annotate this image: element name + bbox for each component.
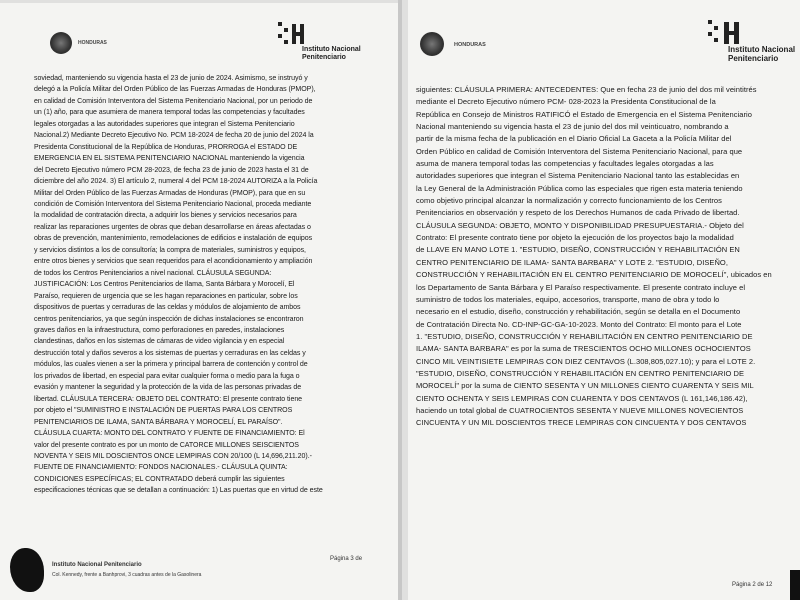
text-line: los Departamento de Santa Bárbara y El Paraíso respectivamente. El presente contrato incluye el xyxy=(416,282,746,292)
text-line: CONDICIONES ESPECÍFICAS; EL CONTRATADO deberá cumplir las siguientes xyxy=(34,475,285,483)
honduras-crest-icon xyxy=(420,32,444,56)
text-line: Nacional.2) Mediante Decreto Ejecutivo No. PCM 18-2024 de fecha 20 de junio del 2024 la xyxy=(34,132,314,140)
scan-edge xyxy=(0,0,398,3)
text-line: realizar las reparaciones urgentes de obras que deban desarrollarse en áreas afectadas o xyxy=(34,223,311,231)
institution-name-line1: Instituto Nacional xyxy=(728,45,796,54)
text-line: CONSTRUCCIÓN Y REHABILITACIÓN EN EL CENTRO PENITENCIARIO DE MOROCELÍ", ubicados en xyxy=(416,270,772,280)
text-line: del Decreto Ejecutivo número PCM 28-2023, de fecha 23 de junio de 2023 hasta el 31 de xyxy=(34,166,309,174)
redaction-mark xyxy=(10,548,44,592)
text-line: en calidad de Comisión Interventora del Sistema Penitenciario Nacional, por un periodo de xyxy=(34,97,313,105)
text-line: clandestinas, daños en los sistemas de cámaras de video vigilancia y en especial xyxy=(34,338,285,346)
text-line: CENTRO PENITENCIARIO DE ILAMA- SANTA BARBARA" Y LOTE 2. "ESTUDIO, DISEÑO, xyxy=(416,257,728,267)
text-line: por objeto el "SUMINISTRO E INSTALACIÓN DE PUERTAS PARA LOS CENTROS xyxy=(34,407,293,415)
text-line: EMERGENCIA EN EL SISTEMA PENITENCIARIO NACIONAL manteniendo la vigencia xyxy=(34,155,305,163)
text-line: Presidenta Constitucional de la República de Honduras, PRORROGA el ESTADO DE xyxy=(34,143,298,151)
scan-edge xyxy=(402,0,408,600)
text-line: Paraíso, requieren de urgencia que se les hagan reparaciones en particular, sobre los xyxy=(34,292,298,300)
text-line: CINCO MIL VEINTISIETE LEMPIRAS CON DIEZ CENTAVOS (L.308,805,027.10); y para el LOTE 2. xyxy=(416,356,756,366)
text-line: ILAMA- SANTA BARBARA" es por la suma de TRESCIENTOS OCHO MILLONES OCHOCIENTOS xyxy=(416,344,751,354)
text-line: Militar del Orden Público de las Fuerzas Armadas de Honduras (PMOP), para que en su xyxy=(34,189,306,197)
text-line: delegó a la Policía Militar del Orden Público de las Fuerzas Armadas de Honduras (PMOP), xyxy=(34,86,316,94)
text-line: evasión y mantener la seguridad y la protección de la vida de las personas privadas de xyxy=(34,384,302,392)
crest-label: HONDURAS xyxy=(454,42,486,48)
text-line: CLÁUSULA SEGUNDA: OBJETO, MONTO Y DISPONIBILIDAD PRESUPUESTARIA.- Objeto del xyxy=(416,220,744,230)
text-line: entre otros bienes y servicios que sean requeridos para el acondicionamiento y ampliación xyxy=(34,258,313,266)
text-line: autoridades superiores que integran el Sistema Penitenciario Nacional tanto las establecidas en xyxy=(416,171,740,181)
text-line: CINCUENTA Y UN MIL DOSCIENTOS TRECE LEMPIRAS CON CINCUENTA Y DOS CENTAVOS xyxy=(416,418,747,428)
text-line: necesario en el estudio, diseño, construcción y rehabilitación, según se detalla en el Documento xyxy=(416,307,741,317)
text-line: centros penitenciarios, ya que según inspección de dichas instalaciones se encontraron xyxy=(34,315,304,323)
text-line: y servicios distintos a los de consultoría; la compra de materiales, suministros y equipos, xyxy=(34,246,306,254)
text-line: FUENTE DE FINANCIAMIENTO: FONDOS NACIONALES.- CLÁUSULA QUINTA: xyxy=(34,464,288,472)
contract-text-left xyxy=(34,73,364,497)
text-line: módulos, las cuales vienen a ser la primera y principal barrera de contención y control de xyxy=(34,361,308,369)
text-line: "ESTUDIO, DISEÑO, CONSTRUCCIÓN Y REHABILITACIÓN EN CENTRO PENITENCIARIO DE xyxy=(416,368,745,378)
text-line: valor del presente contrato es por un monto de CATORCE MILLONES SEISCIENTOS xyxy=(34,441,299,449)
text-line: CLÁUSULA CUARTA: MONTO DEL CONTRATO Y FUENTE DE FINANCIAMIENTO: El xyxy=(34,430,305,438)
text-line: PENITENCIARIOS DE ILAMA, SANTA BÁRBARA Y MOROCELÍ, EL PARAÍSO". xyxy=(34,418,283,426)
text-line: de Contratación Directa No. CD-INP-GC-GA-10-2023. Monto del Contrato: El monto para el Lote xyxy=(416,319,742,329)
text-line: destrucción total y daños severos a los sistemas de puertas y cerraduras en las celdas y xyxy=(34,349,306,357)
institution-name-line2: Penitenciario xyxy=(302,54,346,61)
text-line: República en Consejo de Ministros RATIFICÓ el Estado de Emergencia en el Sistema Penitenciario xyxy=(416,109,752,119)
institution-name-line1: Instituto Nacional xyxy=(302,46,361,53)
text-line: MOROCELÍ" por la suma de CIENTO SESENTA Y UN MILLONES CIENTO CUARENTA Y SEIS MIL xyxy=(416,381,754,391)
text-line: Orden Público en calidad de Comisión Interventora del Sistema Penitenciario Nacional, para que xyxy=(416,146,743,156)
page-number-right: Página 2 de 12 xyxy=(732,582,773,588)
text-line: asuma de manera temporal todas las competencias y facultades legales otorgadas a las xyxy=(416,159,714,169)
text-line: haciendo un total global de CUATROCIENTOS SESENTA Y NUEVE MILLONES NOVECIENTOS xyxy=(416,405,744,415)
text-line: siguientes: CLÁUSULA PRIMERA: ANTECEDENTES: Que en fecha 23 de junio del dos mil veintitrés xyxy=(416,85,757,94)
footer-address: Col. Kennedy, frente a Banhprovi, 3 cuadras antes de la Gasolinera xyxy=(52,572,202,578)
document-page-right xyxy=(402,0,800,600)
text-line: partir de la misma fecha de la publicación en el Diario Oficial La Gaceta a la Policía Militar del xyxy=(416,134,732,144)
text-line: suministro de todos los materiales, equipo, accesorios, transporte, mano de obra y todo lo xyxy=(416,294,720,304)
page-number-left: Página 3 de xyxy=(330,556,363,562)
text-line: CIENTO OCHENTA Y SEIS LEMPIRAS CON CUARENTA Y DOS CENTAVOS (L 161,146,186.42), xyxy=(416,393,748,403)
crest-label: HONDURAS xyxy=(78,40,107,46)
scan-dark-edge xyxy=(790,570,800,600)
text-line: obras de prevención, mantenimiento, remodelaciones de edificios e instalación de equipos xyxy=(34,235,313,243)
text-line: como objetivo principal alcanzar la normalización y correcto funcionamiento de los Centros xyxy=(416,196,722,206)
text-line: condición de Comisión Interventora del Sistema Penitenciario Nacional, proceda mediante xyxy=(34,200,312,208)
text-line: JUSTIFICACIÓN: Los Centros Penitenciarios de Ilama, Santa Bárbara y Morocelí, El xyxy=(34,281,295,289)
text-line: soviedad, manteniendo su vigencia hasta el 23 de junio de 2024. Asimismo, se instruyó y xyxy=(34,75,308,82)
honduras-crest-icon xyxy=(50,32,72,54)
text-line: un (1) año, para que asumiera de manera temporal todas las competencias y facultades xyxy=(34,109,305,117)
document-page-left xyxy=(0,0,398,600)
text-line: libertad. CLÁUSULA TERCERA: OBJETO DEL CONTRATO: El presente contrato tiene xyxy=(34,395,303,403)
text-line: NOVENTA Y SEIS MIL DOSCIENTOS ONCE LEMPIRAS CON 20/100 (L 14,696,211.20).- xyxy=(34,452,312,460)
text-line: Penitenciarios en observación y respeto de los Derechos Humanos de cada Privado de libertad. xyxy=(416,208,740,218)
text-line: la modalidad de contratación directa, a adquirir los bienes y servicios necesarios para xyxy=(34,212,297,220)
footer-institution: Instituto Nacional Penitenciario xyxy=(52,562,142,568)
text-line: especificaciones técnicas que se detallan a continuación: 1) Las puertas que en virtud de este xyxy=(34,487,323,495)
text-line: de todos los Centros Penitenciarios a nivel nacional. CLÁUSULA SEGUNDA: xyxy=(34,269,272,277)
text-line: graves daños en la infraestructura, como perforaciones en paredes, instalaciones xyxy=(34,326,285,334)
institution-logo-icon xyxy=(708,20,742,48)
text-line: dispositivos de puertas y cerraduras de las celdas y módulos de alojamiento de ambos xyxy=(34,304,301,312)
text-line: diciembre del año 2024. 3) El artículo 2, numeral 4 del PCM 18-2024 AUTORIZA a la Policía xyxy=(34,178,318,186)
text-line: los privados de libertad, en especial para evitar cualquier forma o medio para la fuga o xyxy=(34,372,300,380)
text-line: 1. "ESTUDIO, DISEÑO, CONSTRUCCIÓN Y REHABILITACIÓN EN CENTRO PENITENCIARIO DE xyxy=(416,331,753,341)
contract-text-right xyxy=(416,84,786,430)
text-line: mediante el Decreto Ejecutivo número PCM- 028-2023 la Presidenta Constitucional de la xyxy=(416,97,716,107)
text-line: Contrato: El presente contrato tiene por objeto la ejecución de los proyectos bajo la modalidad xyxy=(416,233,734,243)
text-line: de LLAVE EN MANO LOTE 1. "ESTUDIO, DISEÑO, CONSTRUCCIÓN Y REHABILITACIÓN EN xyxy=(416,245,740,255)
text-line: legales otorgadas a las autoridades superiores que integran el Sistema Penitenciario xyxy=(34,120,295,128)
text-line: Nacional manteniendo su vigencia hasta el 23 de junio del dos mil veinticuatro, nombrando a xyxy=(416,122,729,132)
institution-name-line2: Penitenciario xyxy=(728,54,779,63)
text-line: la Ley General de la Administración Pública como las especiales que rigen esta materia teniendo xyxy=(416,183,743,193)
institution-logo-icon xyxy=(278,22,306,48)
